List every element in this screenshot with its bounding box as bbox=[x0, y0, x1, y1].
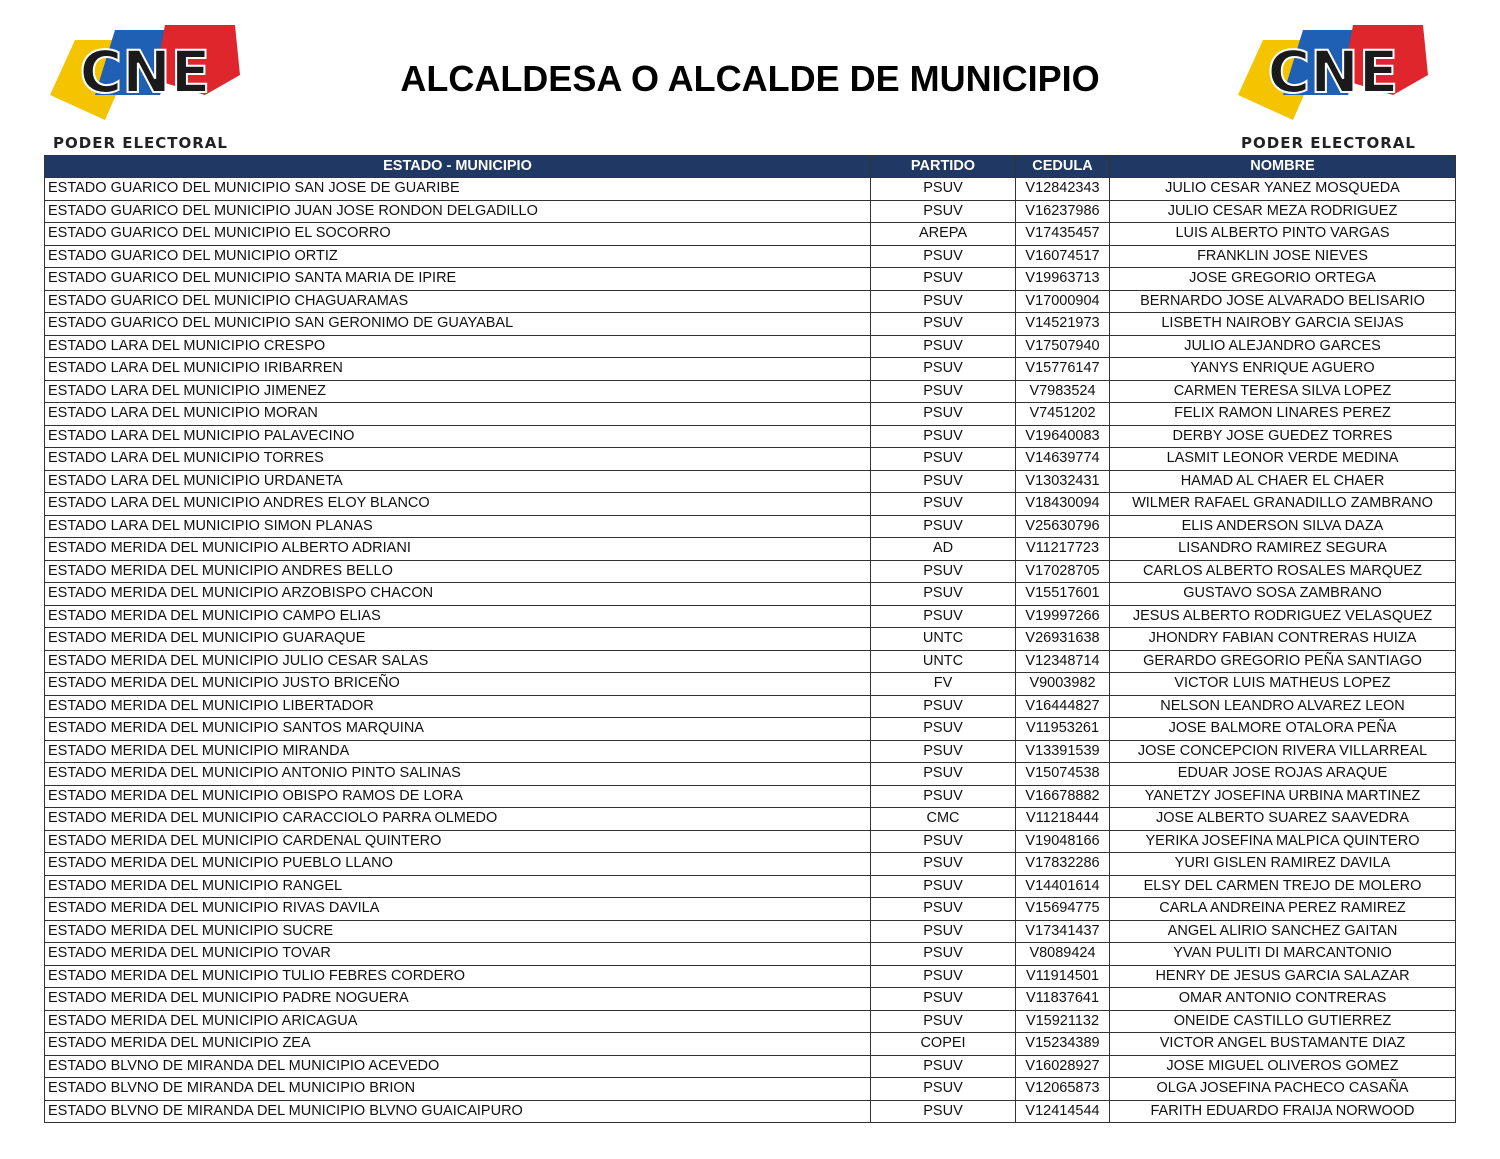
cell-cedula: V13032431 bbox=[1016, 470, 1110, 493]
cell-partido: AD bbox=[871, 538, 1016, 561]
cell-estado-municipio: ESTADO MERIDA DEL MUNICIPIO CARDENAL QUINTERO bbox=[45, 830, 871, 853]
cell-cedula: V15776147 bbox=[1016, 358, 1110, 381]
table-row bbox=[45, 335, 1456, 358]
cell-nombre: FELIX RAMON LINARES PEREZ bbox=[1110, 403, 1456, 426]
cell-nombre: JOSE ALBERTO SUAREZ SAAVEDRA bbox=[1110, 808, 1456, 831]
cell-estado-municipio: ESTADO MERIDA DEL MUNICIPIO MIRANDA bbox=[45, 740, 871, 763]
cell-partido: PSUV bbox=[871, 898, 1016, 921]
cell-cedula: V17028705 bbox=[1016, 560, 1110, 583]
cell-partido: FV bbox=[871, 673, 1016, 696]
cell-partido: CMC bbox=[871, 808, 1016, 831]
cell-partido: PSUV bbox=[871, 200, 1016, 223]
cell-nombre: CARLA ANDREINA PEREZ RAMIREZ bbox=[1110, 898, 1456, 921]
cell-estado-municipio: ESTADO BLVNO DE MIRANDA DEL MUNICIPIO BRION bbox=[45, 1078, 871, 1101]
cell-cedula: V11837641 bbox=[1016, 988, 1110, 1011]
cell-estado-municipio: ESTADO LARA DEL MUNICIPIO CRESPO bbox=[45, 335, 871, 358]
table-row bbox=[45, 515, 1456, 538]
cell-estado-municipio: ESTADO MERIDA DEL MUNICIPIO SUCRE bbox=[45, 920, 871, 943]
cell-cedula: V9003982 bbox=[1016, 673, 1110, 696]
cell-nombre: VICTOR ANGEL BUSTAMANTE DIAZ bbox=[1110, 1033, 1456, 1056]
cell-nombre: JOSE GREGORIO ORTEGA bbox=[1110, 268, 1456, 291]
cell-partido: PSUV bbox=[871, 358, 1016, 381]
cell-estado-municipio: ESTADO MERIDA DEL MUNICIPIO RIVAS DAVILA bbox=[45, 898, 871, 921]
cell-cedula: V16074517 bbox=[1016, 245, 1110, 268]
header-partido: PARTIDO bbox=[871, 156, 1016, 178]
cell-cedula: V11953261 bbox=[1016, 718, 1110, 741]
cell-nombre: ONEIDE CASTILLO GUTIERREZ bbox=[1110, 1010, 1456, 1033]
cell-cedula: V19963713 bbox=[1016, 268, 1110, 291]
table-row bbox=[45, 493, 1456, 516]
table-row bbox=[45, 628, 1456, 651]
cell-nombre: YERIKA JOSEFINA MALPICA QUINTERO bbox=[1110, 830, 1456, 853]
cell-cedula: V7983524 bbox=[1016, 380, 1110, 403]
table-row bbox=[45, 763, 1456, 786]
cell-partido: UNTC bbox=[871, 628, 1016, 651]
cell-cedula: V14639774 bbox=[1016, 448, 1110, 471]
cell-cedula: V15517601 bbox=[1016, 583, 1110, 606]
cell-nombre: JESUS ALBERTO RODRIGUEZ VELASQUEZ bbox=[1110, 605, 1456, 628]
cell-cedula: V12414544 bbox=[1016, 1100, 1110, 1123]
table-row bbox=[45, 245, 1456, 268]
cell-estado-municipio: ESTADO GUARICO DEL MUNICIPIO SAN JOSE DE GUARIBE bbox=[45, 178, 871, 201]
table-row bbox=[45, 1033, 1456, 1056]
logo-caption: PODER ELECTORAL bbox=[1241, 134, 1416, 152]
cell-cedula: V14521973 bbox=[1016, 313, 1110, 336]
cell-nombre: FRANKLIN JOSE NIEVES bbox=[1110, 245, 1456, 268]
cell-partido: PSUV bbox=[871, 1100, 1016, 1123]
table-row bbox=[45, 605, 1456, 628]
cell-nombre: LUIS ALBERTO PINTO VARGAS bbox=[1110, 223, 1456, 246]
cell-nombre: WILMER RAFAEL GRANADILLO ZAMBRANO bbox=[1110, 493, 1456, 516]
table-body bbox=[45, 178, 1456, 1123]
cell-nombre: JULIO ALEJANDRO GARCES bbox=[1110, 335, 1456, 358]
cell-estado-municipio: ESTADO MERIDA DEL MUNICIPIO LIBERTADOR bbox=[45, 695, 871, 718]
table-row bbox=[45, 200, 1456, 223]
cell-partido: PSUV bbox=[871, 695, 1016, 718]
cell-nombre: HAMAD AL CHAER EL CHAER bbox=[1110, 470, 1456, 493]
cell-partido: PSUV bbox=[871, 515, 1016, 538]
cell-nombre: ELSY DEL CARMEN TREJO DE MOLERO bbox=[1110, 875, 1456, 898]
table-row bbox=[45, 313, 1456, 336]
cell-estado-municipio: ESTADO MERIDA DEL MUNICIPIO ANDRES BELLO bbox=[45, 560, 871, 583]
cell-estado-municipio: ESTADO MERIDA DEL MUNICIPIO PUEBLO LLANO bbox=[45, 853, 871, 876]
cell-estado-municipio: ESTADO MERIDA DEL MUNICIPIO CAMPO ELIAS bbox=[45, 605, 871, 628]
table-row bbox=[45, 673, 1456, 696]
cell-estado-municipio: ESTADO MERIDA DEL MUNICIPIO OBISPO RAMOS DE LORA bbox=[45, 785, 871, 808]
cell-partido: PSUV bbox=[871, 335, 1016, 358]
cell-partido: PSUV bbox=[871, 583, 1016, 606]
cell-estado-municipio: ESTADO MERIDA DEL MUNICIPIO RANGEL bbox=[45, 875, 871, 898]
cell-partido: COPEI bbox=[871, 1033, 1016, 1056]
table-row bbox=[45, 1010, 1456, 1033]
cell-partido: PSUV bbox=[871, 268, 1016, 291]
cell-cedula: V11217723 bbox=[1016, 538, 1110, 561]
cell-cedula: V17000904 bbox=[1016, 290, 1110, 313]
table-row bbox=[45, 898, 1456, 921]
cell-cedula: V15234389 bbox=[1016, 1033, 1110, 1056]
cell-estado-municipio: ESTADO MERIDA DEL MUNICIPIO JUSTO BRICEÑO bbox=[45, 673, 871, 696]
cell-partido: PSUV bbox=[871, 380, 1016, 403]
cell-partido: PSUV bbox=[871, 875, 1016, 898]
cell-estado-municipio: ESTADO MERIDA DEL MUNICIPIO ARICAGUA bbox=[45, 1010, 871, 1033]
cell-cedula: V15074538 bbox=[1016, 763, 1110, 786]
table-row bbox=[45, 808, 1456, 831]
cell-cedula: V17507940 bbox=[1016, 335, 1110, 358]
cell-cedula: V13391539 bbox=[1016, 740, 1110, 763]
cell-partido: PSUV bbox=[871, 920, 1016, 943]
cell-nombre: JOSE MIGUEL OLIVEROS GOMEZ bbox=[1110, 1055, 1456, 1078]
table-row bbox=[45, 470, 1456, 493]
cell-estado-municipio: ESTADO MERIDA DEL MUNICIPIO ZEA bbox=[45, 1033, 871, 1056]
cell-estado-municipio: ESTADO MERIDA DEL MUNICIPIO ALBERTO ADRIANI bbox=[45, 538, 871, 561]
cell-partido: PSUV bbox=[871, 943, 1016, 966]
header-cedula: CEDULA bbox=[1016, 156, 1110, 178]
cell-estado-municipio: ESTADO BLVNO DE MIRANDA DEL MUNICIPIO ACEVEDO bbox=[45, 1055, 871, 1078]
table-row bbox=[45, 785, 1456, 808]
table-row bbox=[45, 718, 1456, 741]
cell-estado-municipio: ESTADO MERIDA DEL MUNICIPIO TULIO FEBRES CORDERO bbox=[45, 965, 871, 988]
cell-nombre: VICTOR LUIS MATHEUS LOPEZ bbox=[1110, 673, 1456, 696]
cell-partido: PSUV bbox=[871, 740, 1016, 763]
table-row bbox=[45, 290, 1456, 313]
table-row bbox=[45, 988, 1456, 1011]
cell-partido: PSUV bbox=[871, 1078, 1016, 1101]
cell-estado-municipio: ESTADO LARA DEL MUNICIPIO PALAVECINO bbox=[45, 425, 871, 448]
cell-estado-municipio: ESTADO LARA DEL MUNICIPIO SIMON PLANAS bbox=[45, 515, 871, 538]
cell-estado-municipio: ESTADO MERIDA DEL MUNICIPIO TOVAR bbox=[45, 943, 871, 966]
cell-estado-municipio: ESTADO GUARICO DEL MUNICIPIO SANTA MARIA DE IPIRE bbox=[45, 268, 871, 291]
cell-partido: PSUV bbox=[871, 718, 1016, 741]
table-row bbox=[45, 223, 1456, 246]
table-row bbox=[45, 358, 1456, 381]
cell-nombre: YURI GISLEN RAMIREZ DAVILA bbox=[1110, 853, 1456, 876]
cell-cedula: V8089424 bbox=[1016, 943, 1110, 966]
cell-nombre: NELSON LEANDRO ALVAREZ LEON bbox=[1110, 695, 1456, 718]
cell-cedula: V18430094 bbox=[1016, 493, 1110, 516]
table-row bbox=[45, 538, 1456, 561]
cell-nombre: LASMIT LEONOR VERDE MEDINA bbox=[1110, 448, 1456, 471]
cell-nombre: BERNARDO JOSE ALVARADO BELISARIO bbox=[1110, 290, 1456, 313]
cell-nombre: HENRY DE JESUS GARCIA SALAZAR bbox=[1110, 965, 1456, 988]
cell-cedula: V26931638 bbox=[1016, 628, 1110, 651]
logo-text: CNE bbox=[79, 38, 211, 106]
cell-nombre: ELIS ANDERSON SILVA DAZA bbox=[1110, 515, 1456, 538]
table-row bbox=[45, 695, 1456, 718]
table-row bbox=[45, 448, 1456, 471]
cell-partido: PSUV bbox=[871, 830, 1016, 853]
table-row bbox=[45, 178, 1456, 201]
cell-cedula: V12065873 bbox=[1016, 1078, 1110, 1101]
table-row bbox=[45, 875, 1456, 898]
cell-estado-municipio: ESTADO MERIDA DEL MUNICIPIO SANTOS MARQUINA bbox=[45, 718, 871, 741]
cell-partido: PSUV bbox=[871, 470, 1016, 493]
cell-estado-municipio: ESTADO GUARICO DEL MUNICIPIO JUAN JOSE RONDON DELGADILLO bbox=[45, 200, 871, 223]
page-title: ALCALDESA O ALCALDE DE MUNICIPIO bbox=[400, 58, 1100, 99]
cell-partido: PSUV bbox=[871, 425, 1016, 448]
cell-partido: PSUV bbox=[871, 853, 1016, 876]
cell-estado-municipio: ESTADO MERIDA DEL MUNICIPIO PADRE NOGUERA bbox=[45, 988, 871, 1011]
cell-partido: PSUV bbox=[871, 245, 1016, 268]
cell-partido: AREPA bbox=[871, 223, 1016, 246]
cell-estado-municipio: ESTADO LARA DEL MUNICIPIO URDANETA bbox=[45, 470, 871, 493]
table-row bbox=[45, 425, 1456, 448]
cell-estado-municipio: ESTADO LARA DEL MUNICIPIO ANDRES ELOY BLANCO bbox=[45, 493, 871, 516]
cell-nombre: LISANDRO RAMIREZ SEGURA bbox=[1110, 538, 1456, 561]
table-row bbox=[45, 830, 1456, 853]
cell-partido: PSUV bbox=[871, 988, 1016, 1011]
cell-cedula: V12842343 bbox=[1016, 178, 1110, 201]
cell-nombre: YANETZY JOSEFINA URBINA MARTINEZ bbox=[1110, 785, 1456, 808]
table-row bbox=[45, 965, 1456, 988]
table-row bbox=[45, 650, 1456, 673]
cell-nombre: YVAN PULITI DI MARCANTONIO bbox=[1110, 943, 1456, 966]
candidates-table bbox=[44, 155, 1456, 1123]
logo-text: CNE bbox=[1267, 38, 1399, 106]
cell-nombre: OMAR ANTONIO CONTRERAS bbox=[1110, 988, 1456, 1011]
table-row bbox=[45, 1100, 1456, 1123]
cell-partido: PSUV bbox=[871, 290, 1016, 313]
cell-nombre: DERBY JOSE GUEDEZ TORRES bbox=[1110, 425, 1456, 448]
cell-cedula: V14401614 bbox=[1016, 875, 1110, 898]
cell-estado-municipio: ESTADO GUARICO DEL MUNICIPIO ORTIZ bbox=[45, 245, 871, 268]
cell-nombre: JOSE CONCEPCION RIVERA VILLARREAL bbox=[1110, 740, 1456, 763]
header-estado-municipio: ESTADO - MUNICIPIO bbox=[45, 156, 871, 178]
cell-partido: PSUV bbox=[871, 313, 1016, 336]
cell-cedula: V16444827 bbox=[1016, 695, 1110, 718]
cell-partido: PSUV bbox=[871, 178, 1016, 201]
header-nombre: NOMBRE bbox=[1110, 156, 1456, 178]
cell-nombre: JULIO CESAR YANEZ MOSQUEDA bbox=[1110, 178, 1456, 201]
cell-nombre: LISBETH NAIROBY GARCIA SEIJAS bbox=[1110, 313, 1456, 336]
table-row bbox=[45, 740, 1456, 763]
table-row bbox=[45, 380, 1456, 403]
cell-estado-municipio: ESTADO LARA DEL MUNICIPIO MORAN bbox=[45, 403, 871, 426]
cell-nombre: GERARDO GREGORIO PEÑA SANTIAGO bbox=[1110, 650, 1456, 673]
cell-estado-municipio: ESTADO GUARICO DEL MUNICIPIO EL SOCORRO bbox=[45, 223, 871, 246]
cell-partido: PSUV bbox=[871, 763, 1016, 786]
table-row bbox=[45, 943, 1456, 966]
cell-cedula: V15694775 bbox=[1016, 898, 1110, 921]
cell-nombre: YANYS ENRIQUE AGUERO bbox=[1110, 358, 1456, 381]
cell-estado-municipio: ESTADO MERIDA DEL MUNICIPIO CARACCIOLO PARRA OLMEDO bbox=[45, 808, 871, 831]
cell-estado-municipio: ESTADO MERIDA DEL MUNICIPIO JULIO CESAR SALAS bbox=[45, 650, 871, 673]
cell-cedula: V19997266 bbox=[1016, 605, 1110, 628]
cell-cedula: V17341437 bbox=[1016, 920, 1110, 943]
cell-nombre: OLGA JOSEFINA PACHECO CASAÑA bbox=[1110, 1078, 1456, 1101]
cell-partido: PSUV bbox=[871, 785, 1016, 808]
cell-estado-municipio: ESTADO MERIDA DEL MUNICIPIO ANTONIO PINTO SALINAS bbox=[45, 763, 871, 786]
cell-partido: PSUV bbox=[871, 605, 1016, 628]
cell-cedula: V16237986 bbox=[1016, 200, 1110, 223]
cell-estado-municipio: ESTADO LARA DEL MUNICIPIO JIMENEZ bbox=[45, 380, 871, 403]
cell-estado-municipio: ESTADO GUARICO DEL MUNICIPIO SAN GERONIMO DE GUAYABAL bbox=[45, 313, 871, 336]
table-row bbox=[45, 403, 1456, 426]
table-row bbox=[45, 583, 1456, 606]
logo-caption: PODER ELECTORAL bbox=[53, 134, 228, 152]
cell-cedula: V11914501 bbox=[1016, 965, 1110, 988]
cell-cedula: V7451202 bbox=[1016, 403, 1110, 426]
cell-nombre: FARITH EDUARDO FRAIJA NORWOOD bbox=[1110, 1100, 1456, 1123]
cell-estado-municipio: ESTADO MERIDA DEL MUNICIPIO GUARAQUE bbox=[45, 628, 871, 651]
cell-nombre: JHONDRY FABIAN CONTRERAS HUIZA bbox=[1110, 628, 1456, 651]
cell-partido: PSUV bbox=[871, 560, 1016, 583]
cell-cedula: V16028927 bbox=[1016, 1055, 1110, 1078]
cell-cedula: V17832286 bbox=[1016, 853, 1110, 876]
table-row bbox=[45, 1078, 1456, 1101]
cell-nombre: CARLOS ALBERTO ROSALES MARQUEZ bbox=[1110, 560, 1456, 583]
cell-nombre: CARMEN TERESA SILVA LOPEZ bbox=[1110, 380, 1456, 403]
cell-estado-municipio: ESTADO GUARICO DEL MUNICIPIO CHAGUARAMAS bbox=[45, 290, 871, 313]
cell-partido: PSUV bbox=[871, 1010, 1016, 1033]
cell-cedula: V19048166 bbox=[1016, 830, 1110, 853]
cell-partido: PSUV bbox=[871, 1055, 1016, 1078]
table-row bbox=[45, 560, 1456, 583]
cell-estado-municipio: ESTADO LARA DEL MUNICIPIO TORRES bbox=[45, 448, 871, 471]
cell-nombre: JOSE BALMORE OTALORA PEÑA bbox=[1110, 718, 1456, 741]
cell-cedula: V19640083 bbox=[1016, 425, 1110, 448]
cell-partido: PSUV bbox=[871, 493, 1016, 516]
table-row bbox=[45, 853, 1456, 876]
table-header-row bbox=[45, 156, 1456, 178]
cell-nombre: EDUAR JOSE ROJAS ARAQUE bbox=[1110, 763, 1456, 786]
table-row bbox=[45, 1055, 1456, 1078]
cell-estado-municipio: ESTADO LARA DEL MUNICIPIO IRIBARREN bbox=[45, 358, 871, 381]
cell-partido: PSUV bbox=[871, 403, 1016, 426]
cell-cedula: V15921132 bbox=[1016, 1010, 1110, 1033]
cell-partido: PSUV bbox=[871, 965, 1016, 988]
cell-partido: PSUV bbox=[871, 448, 1016, 471]
cell-nombre: ANGEL ALIRIO SANCHEZ GAITAN bbox=[1110, 920, 1456, 943]
cell-cedula: V12348714 bbox=[1016, 650, 1110, 673]
cell-cedula: V17435457 bbox=[1016, 223, 1110, 246]
cell-nombre: GUSTAVO SOSA ZAMBRANO bbox=[1110, 583, 1456, 606]
table-row bbox=[45, 268, 1456, 291]
cell-estado-municipio: ESTADO MERIDA DEL MUNICIPIO ARZOBISPO CHACON bbox=[45, 583, 871, 606]
cell-partido: UNTC bbox=[871, 650, 1016, 673]
cell-cedula: V25630796 bbox=[1016, 515, 1110, 538]
cell-cedula: V11218444 bbox=[1016, 808, 1110, 831]
table-row bbox=[45, 920, 1456, 943]
cell-estado-municipio: ESTADO BLVNO DE MIRANDA DEL MUNICIPIO BLVNO GUAICAIPURO bbox=[45, 1100, 871, 1123]
cell-cedula: V16678882 bbox=[1016, 785, 1110, 808]
cell-nombre: JULIO CESAR MEZA RODRIGUEZ bbox=[1110, 200, 1456, 223]
